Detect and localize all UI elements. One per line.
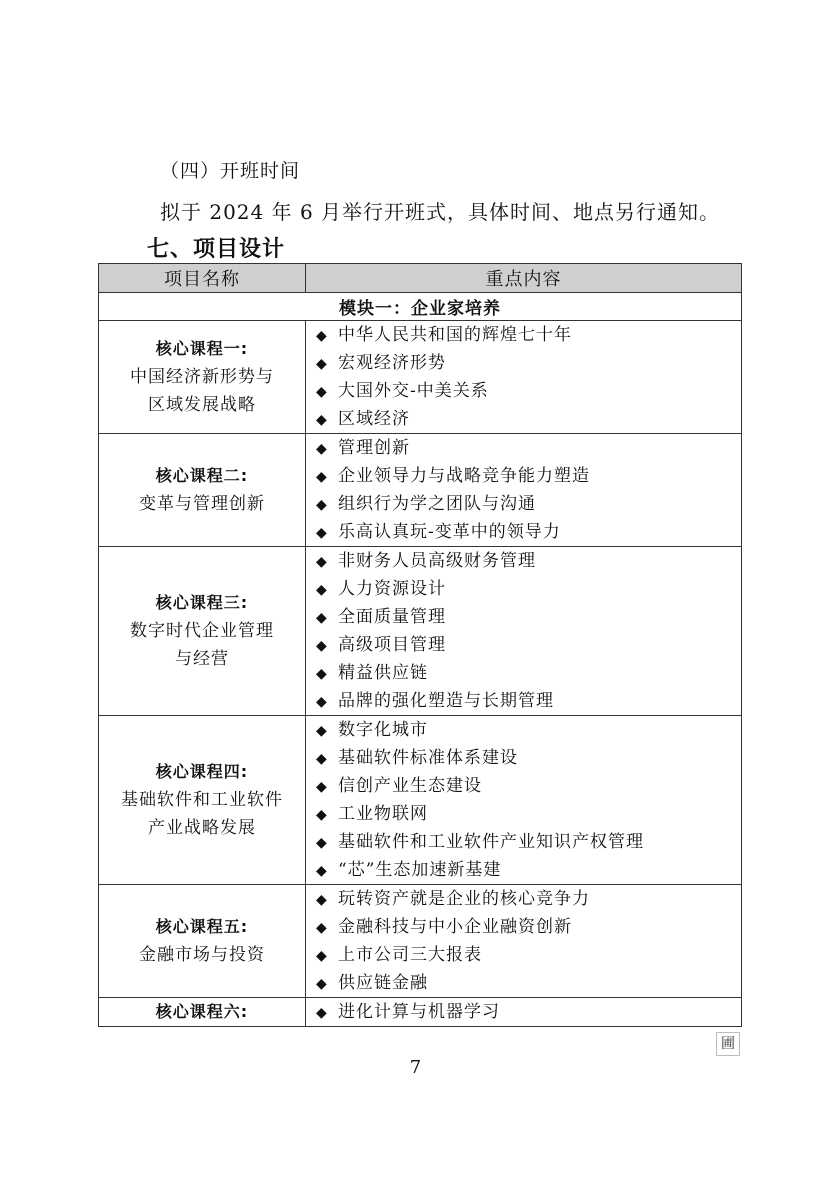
list-item (316, 405, 741, 433)
course-points-list (306, 547, 741, 715)
list-item (316, 518, 741, 546)
diamond-bullet-icon: ◆ (316, 554, 328, 570)
list-item (316, 321, 741, 349)
module-title: 模块一：企业家培养 (99, 293, 742, 321)
point-text: 宏观经济形势 (338, 353, 446, 373)
corner-stamp-icon: 圃 (716, 1032, 740, 1056)
header-project-name: 项目名称 (99, 264, 306, 293)
course-subtitle-line: 基础软件和工业软件 (121, 790, 283, 810)
list-item (316, 998, 741, 1026)
list-item (316, 462, 741, 490)
course-points-list (306, 434, 741, 546)
course-subtitle-line: 产业战略发展 (148, 818, 256, 838)
course-subtitle-line: 数字时代企业管理 (130, 621, 274, 641)
point-text: 人力资源设计 (338, 579, 446, 599)
point-text: 数字化城市 (338, 720, 428, 740)
diamond-bullet-icon: ◆ (316, 751, 328, 767)
section-heading-class-time: （四）开班时间 (160, 160, 301, 182)
course-name-cell (99, 716, 306, 885)
table-row (99, 998, 742, 1027)
point-text: 进化计算与机器学习 (338, 1002, 500, 1022)
page-number: 7 (409, 1057, 422, 1078)
point-text: 区域经济 (338, 409, 410, 429)
list-item (316, 490, 741, 518)
point-text: 精益供应链 (338, 663, 428, 683)
diamond-bullet-icon: ◆ (316, 638, 328, 654)
point-text: 中华人民共和国的辉煌七十年 (338, 325, 572, 345)
diamond-bullet-icon: ◆ (316, 948, 328, 964)
list-item (316, 913, 741, 941)
list-item (316, 434, 741, 462)
header-key-content: 重点内容 (306, 264, 742, 293)
course-name: 核心课程二: (155, 466, 249, 485)
point-text: 全面质量管理 (338, 607, 446, 627)
diamond-bullet-icon: ◆ (316, 807, 328, 823)
course-name-cell (99, 321, 306, 434)
point-text: 信创产业生态建设 (338, 776, 482, 796)
course-name-cell (99, 998, 306, 1027)
list-item (316, 969, 741, 997)
point-text: 上市公司三大报表 (338, 945, 482, 965)
course-name: 核心课程六: (155, 1002, 249, 1021)
course-subtitle-line: 变革与管理创新 (139, 494, 265, 514)
diamond-bullet-icon: ◆ (316, 497, 328, 513)
diamond-bullet-icon: ◆ (316, 525, 328, 541)
course-name: 核心课程四: (155, 762, 249, 781)
list-item (316, 547, 741, 575)
diamond-bullet-icon: ◆ (316, 920, 328, 936)
diamond-bullet-icon: ◆ (316, 582, 328, 598)
point-text: 工业物联网 (338, 804, 428, 824)
module-row (99, 293, 742, 321)
class-time-paragraph: 拟于 2024 年 6 月举行开班式，具体时间、地点另行通知。 (160, 200, 721, 224)
diamond-bullet-icon: ◆ (316, 441, 328, 457)
diamond-bullet-icon: ◆ (316, 384, 328, 400)
point-text: 品牌的强化塑造与长期管理 (338, 691, 554, 711)
diamond-bullet-icon: ◆ (316, 892, 328, 908)
list-item (316, 856, 741, 884)
table-header-row (99, 264, 742, 293)
point-text: 大国外交-中美关系 (338, 381, 489, 401)
list-item (316, 744, 741, 772)
point-text: 企业领导力与战略竞争能力塑造 (338, 466, 590, 486)
diamond-bullet-icon: ◆ (316, 976, 328, 992)
diamond-bullet-icon: ◆ (316, 723, 328, 739)
course-points-list (306, 716, 741, 884)
point-text: 金融科技与中小企业融资创新 (338, 917, 572, 937)
table-row (99, 885, 742, 998)
course-name-cell (99, 434, 306, 547)
table-row (99, 716, 742, 885)
list-item (316, 575, 741, 603)
diamond-bullet-icon: ◆ (316, 666, 328, 682)
list-item (316, 349, 741, 377)
project-design-table (98, 263, 742, 1027)
point-text: 组织行为学之团队与沟通 (338, 494, 536, 514)
course-points-cell (306, 321, 742, 434)
course-points-list (306, 885, 741, 997)
course-points-list (306, 998, 741, 1026)
point-text: 管理创新 (338, 438, 410, 458)
course-subtitle-line: 与经营 (175, 649, 229, 669)
point-text: “芯”生态加速新基建 (338, 860, 502, 880)
course-name-cell (99, 885, 306, 998)
list-item (316, 687, 741, 715)
diamond-bullet-icon: ◆ (316, 863, 328, 879)
list-item (316, 800, 741, 828)
list-item (316, 941, 741, 969)
course-points-cell (306, 434, 742, 547)
list-item (316, 377, 741, 405)
point-text: 基础软件标准体系建设 (338, 748, 518, 768)
diamond-bullet-icon: ◆ (316, 610, 328, 626)
course-points-cell (306, 885, 742, 998)
course-points-list (306, 321, 741, 433)
list-item (316, 716, 741, 744)
table-row (99, 434, 742, 547)
diamond-bullet-icon: ◆ (316, 356, 328, 372)
point-text: 基础软件和工业软件产业知识产权管理 (338, 832, 644, 852)
course-points-cell (306, 547, 742, 716)
course-name: 核心课程五: (155, 917, 249, 936)
course-points-cell (306, 716, 742, 885)
course-subtitle-line: 金融市场与投资 (139, 945, 265, 965)
point-text: 非财务人员高级财务管理 (338, 551, 536, 571)
course-name-cell (99, 547, 306, 716)
diamond-bullet-icon: ◆ (316, 1005, 328, 1021)
course-points-cell (306, 998, 742, 1027)
section-heading-project-design: 七、项目设计 (147, 237, 286, 262)
point-text: 乐高认真玩-变革中的领导力 (338, 522, 561, 542)
point-text: 供应链金融 (338, 973, 428, 993)
course-name: 核心课程三: (155, 593, 249, 612)
course-name: 核心课程一: (155, 339, 249, 358)
list-item (316, 885, 741, 913)
list-item (316, 772, 741, 800)
diamond-bullet-icon: ◆ (316, 779, 328, 795)
diamond-bullet-icon: ◆ (316, 835, 328, 851)
diamond-bullet-icon: ◆ (316, 412, 328, 428)
table-row (99, 547, 742, 716)
diamond-bullet-icon: ◆ (316, 328, 328, 344)
list-item (316, 603, 741, 631)
list-item (316, 659, 741, 687)
diamond-bullet-icon: ◆ (316, 694, 328, 710)
point-text: 高级项目管理 (338, 635, 446, 655)
list-item (316, 631, 741, 659)
course-subtitle-line: 区域发展战略 (148, 395, 256, 415)
course-subtitle-line: 中国经济新形势与 (130, 367, 274, 387)
diamond-bullet-icon: ◆ (316, 469, 328, 485)
table-row (99, 321, 742, 434)
list-item (316, 828, 741, 856)
point-text: 玩转资产就是企业的核心竞争力 (338, 889, 590, 909)
